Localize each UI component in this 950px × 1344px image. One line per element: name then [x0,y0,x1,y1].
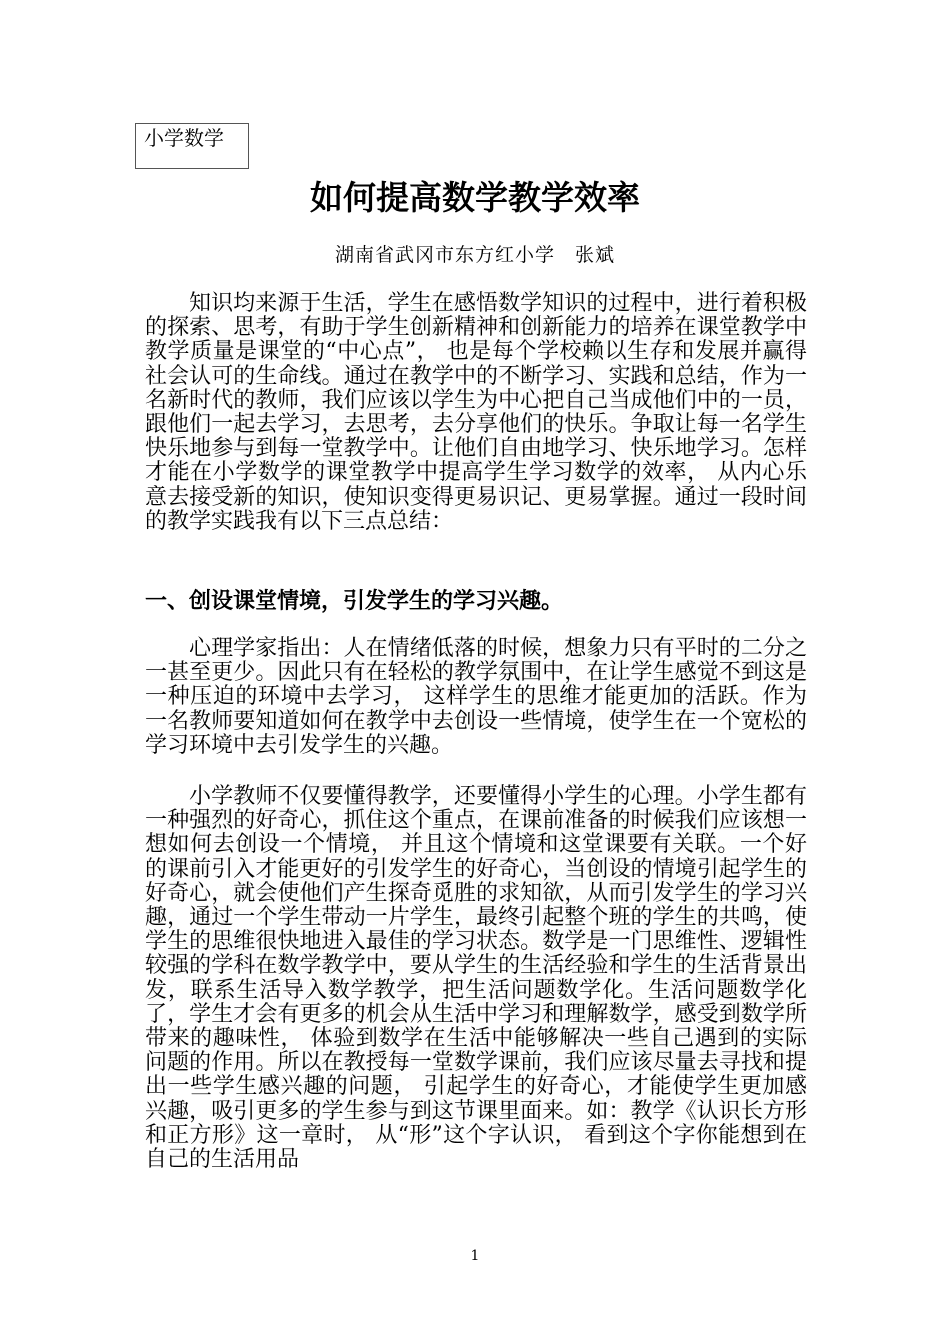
body-paragraph: 心理学家指出：人在情绪低落的时候，想象力只有平时的二分之一甚至更少。因此只有在轻松的教学氛围中，在让学生感觉不到这是一种压迫的环境中去学习， 这样学生的思维才能更加的活跃。作为一名教师要知道如何在教学中去创设一些情境，使学生在一个宽松的学习环境中去引发学生的兴趣。 [145,636,807,758]
intro-paragraph: 知识均来源于生活，学生在感悟数学知识的过程中，进行着积极的探索、思考，有助于学生创新精神和创新能力的培养在课堂教学中教学质量是课堂的“中心点”， 也是每个学校赖以生存和发展并赢得社会认可的生命线。通过在教学中的不断学习、实践和总结，作为一名新时代的教师，我们应该以学生为中心把自己当成他们中的一员，跟他们一起去学习，去思考，去分享他们的快乐。争取让每一名学生快乐地参与到每一堂教学中。让他们自由地学习、快乐地学习。怎样才能在小学数学的课堂教学中提高学生学习数学的效率， 从内心乐意去接受新的知识，使知识变得更易识记、更易掌握。通过一段时间的教学实践我有以下三点总结： [145,291,807,534]
author-line: 湖南省武冈市东方红小学 张斌 [334,244,615,266]
document-title: 如何提高数学教学效率 [310,178,640,217]
category-tag: 小学数学 [135,123,249,169]
section-heading: 一、创设课堂情境，引发学生的学习兴趣。 [145,589,564,614]
body-paragraph: 小学教师不仅要懂得教学，还要懂得小学生的心理。小学生都有一种强烈的好奇心，抓住这个重点，在课前准备的时候我们应该想一想如何去创设一个情境， 并且这个情境和这堂课要有关联。一个好的课前引入才能更好的引发学生的好奇心，当创设的情境引起学生的好奇心，就会使他们产生探奇觅胜的求知欲，从而引发学生的学习兴趣，通过一个学生带动一片学生，最终引起整个班的学生的共鸣，使学生的思维很快地进入最佳的学习状态。数学是一门思维性、逻辑性较强的学科在数学教学中，要从学生的生活经验和学生的生活背景出发，联系生活导入数学教学，把生活问题数学化。生活问题数学化了，学生才会有更多的机会从生活中学习和理解数学，感受到数学所带来的趣味性， 体验到数学在生活中能够解决一些自己遇到的实际问题的作用。所以在教授每一堂数学课前，我们应该尽量去寻找和提出一些学生感兴趣的问题， 引起学生的好奇心，才能使学生更加感兴趣，吸引更多的学生参与到这节课里面来。如：教学《认识长方形和正方形》这一章时， 从“形”这个字认识， 看到这个字你能想到在自己的生活用品 [145,784,807,1173]
page-number: 1 [470,1248,480,1264]
